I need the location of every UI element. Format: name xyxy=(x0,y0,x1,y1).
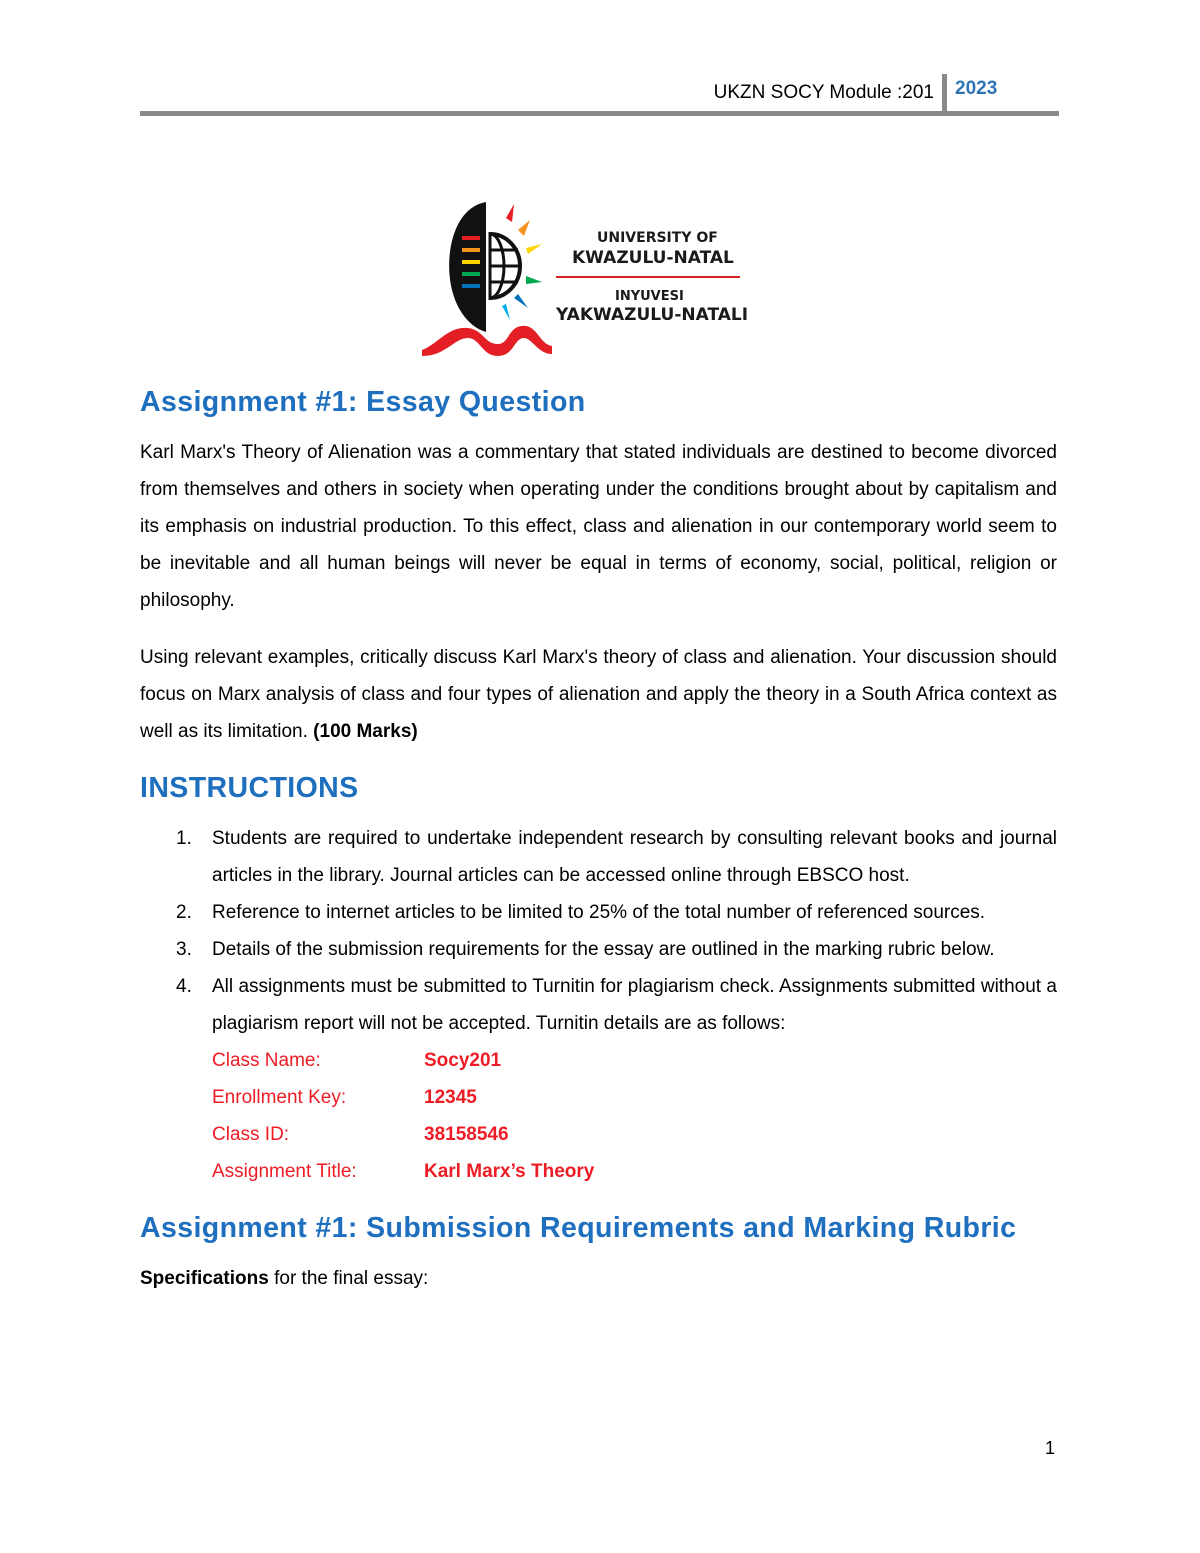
rubric-heading: Assignment #1: Submission Requirements and Marking Rubric xyxy=(140,1212,1017,1244)
specifications-rest: for the final essay: xyxy=(268,1268,429,1289)
turnitin-class-name-row xyxy=(212,1042,1057,1079)
university-shield-icon xyxy=(418,198,558,358)
page-number: 1 xyxy=(1045,1438,1056,1458)
essay-paragraph-1: Karl Marx's Theory of Alienation was a commentary that stated individuals are destined to become divorced from themselves and others in society when operating under the conditions brought about by capitalism and its emphasis on industrial production. To this effect, class and alienation in our contemporary world seem to be inevitable and all human beings will never be equal in terms of economy, social, political, religion or philosophy. xyxy=(140,442,1057,611)
list-item xyxy=(140,968,1057,1042)
header-rule xyxy=(140,111,1059,116)
logo-text-line4: YAKWAZULU-NATALI xyxy=(556,305,749,325)
list-item-number: 1. xyxy=(176,828,192,849)
list-item-text: Students are required to undertake independent research by consulting relevant books and journal articles in the library. Journal articles can be accessed online through EBSCO host. xyxy=(212,828,1057,886)
list-item-number: 4. xyxy=(176,976,192,997)
essay-question-heading: Assignment #1: Essay Question xyxy=(140,386,586,418)
logo-divider xyxy=(556,276,740,278)
document-body xyxy=(140,384,1057,1297)
enrollment-key-label: Enrollment Key: xyxy=(212,1087,347,1108)
header-separator xyxy=(942,74,947,114)
assignment-title-label: Assignment Title: xyxy=(212,1161,357,1182)
turnitin-enrollment-key-row xyxy=(212,1079,1057,1116)
class-name-label: Class Name: xyxy=(212,1050,321,1071)
essay-paragraph-2-text: Using relevant examples, critically discuss Karl Marx's theory of class and alienation. Your discussion should focus on Marx analysis of class and four types of alienation and apply the theory in a South Africa context as well as its limitation. xyxy=(140,647,1057,742)
list-item-number: 2. xyxy=(176,902,192,923)
enrollment-key-value: 12345 xyxy=(424,1087,477,1108)
list-item-text: Reference to internet articles to be limited to 25% of the total number of referenced sources. xyxy=(212,902,986,923)
class-id-label: Class ID: xyxy=(212,1124,290,1145)
list-item-text: Details of the submission requirements for the essay are outlined in the marking rubric below. xyxy=(212,939,995,960)
turnitin-assignment-title-row xyxy=(212,1153,1057,1190)
assignment-title-value: Karl Marx’s Theory xyxy=(424,1161,595,1182)
logo-text-line1: UNIVERSITY OF xyxy=(597,230,718,246)
header-module-title: UKZN SOCY Module :201 xyxy=(713,82,934,103)
logo-text-line2: KWAZULU-NATAL xyxy=(572,248,734,268)
essay-paragraph-2 xyxy=(140,639,1057,750)
turnitin-details xyxy=(140,1042,1057,1190)
marks-label: (100 Marks) xyxy=(313,721,418,742)
logo-text-line3: INYUVESI xyxy=(615,289,684,304)
instructions-list xyxy=(140,820,1057,1042)
list-item xyxy=(140,894,1057,931)
list-item xyxy=(140,820,1057,894)
list-item-text: All assignments must be submitted to Turnitin for plagiarism check. Assignments submitted without a plagiarism report will not be accepted. Turnitin details are as follows: xyxy=(212,976,1057,1034)
class-id-value: 38158546 xyxy=(424,1124,509,1145)
list-item xyxy=(140,931,1057,968)
turnitin-class-id-row xyxy=(212,1116,1057,1153)
university-logo xyxy=(418,198,778,358)
header-year: 2023 xyxy=(955,78,998,99)
list-item-number: 3. xyxy=(176,939,192,960)
instructions-heading: INSTRUCTIONS xyxy=(140,772,359,804)
specifications-line xyxy=(140,1260,1057,1297)
specifications-bold: Specifications xyxy=(140,1268,269,1289)
class-name-value: Socy201 xyxy=(424,1050,502,1071)
